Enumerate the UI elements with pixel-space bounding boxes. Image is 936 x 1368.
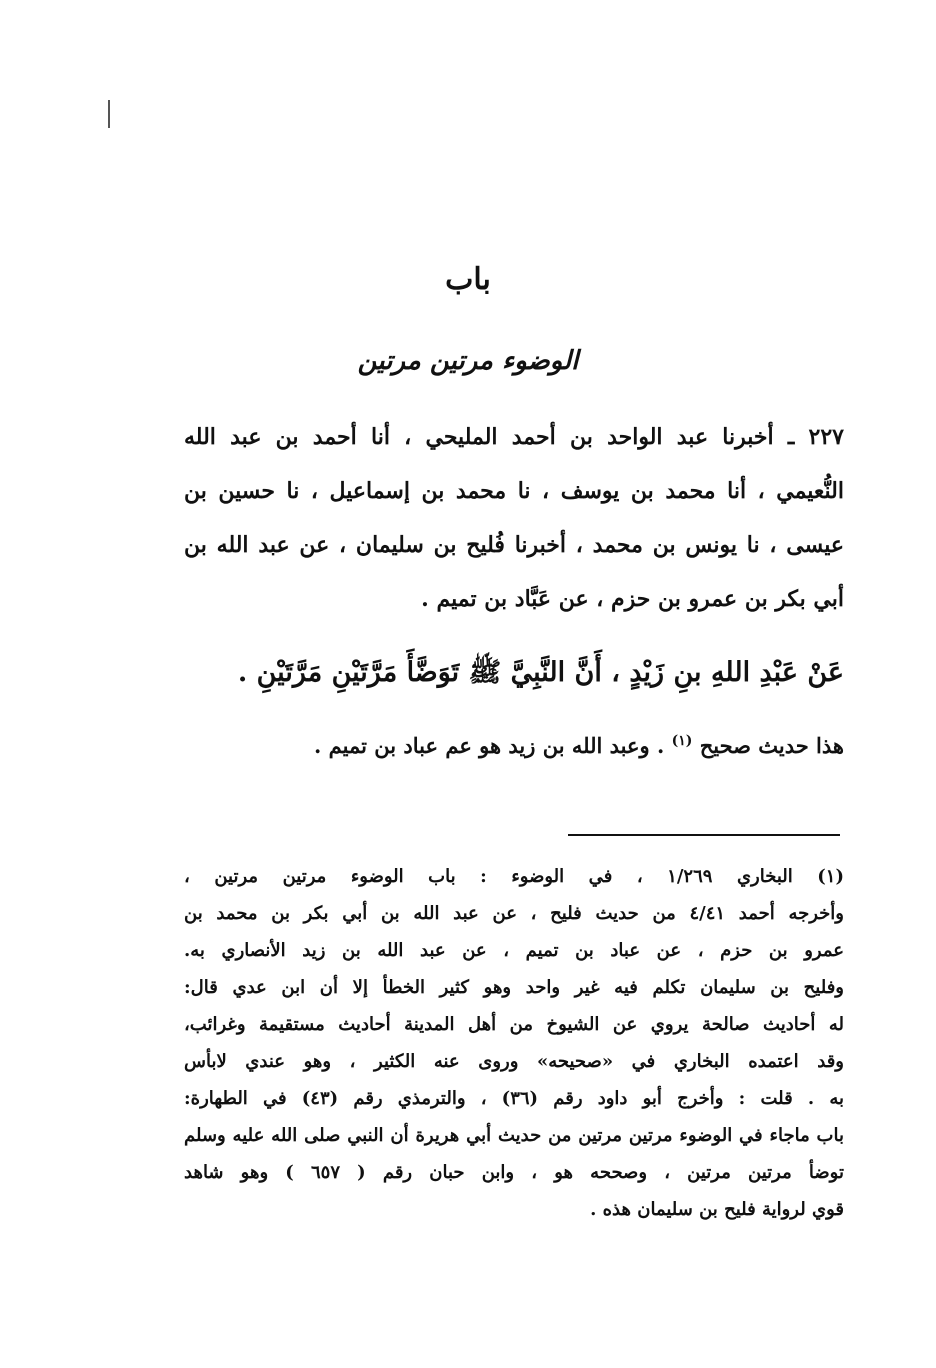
- hadith-text: عَنْ عَبْدِ اللهِ بنِ زَيْدٍ ، أَنَّ النَّبِيَّ ﷺ تَوَضَّأَ مَرَّتَيْنِ مَرَّتَيْنِ .: [237, 657, 844, 688]
- isnad-paragraph: [184, 410, 844, 626]
- grading-text: هذا حديث صحيح: [699, 733, 844, 758]
- scan-edge-mark: [108, 100, 110, 128]
- footnote-line: باب ماجاء في الوضوء مرتين مرتين من حديث أبي هريرة أن النبي صلى الله عليه وسلم: [184, 1125, 844, 1146]
- footnote-line: (١) البخاري ١/٢٦٩ ، في الوضوء : باب الوضوء مرتين مرتين ،: [184, 866, 844, 887]
- chapter-title: الوضوء مرتين مرتين: [357, 346, 579, 376]
- footnote-line: له أحاديث صالحة يروي عن الشيوخ من أهل المدينة أحاديث مستقيمة وغرائب،: [184, 1014, 844, 1035]
- hadith-grading: [184, 716, 844, 766]
- footnote-line: به . قلت : وأخرج أبو داود رقم (٣٦) ، والترمذي رقم (٤٣) في الطهارة:: [184, 1088, 844, 1109]
- footnote-line: عمرو بن حزم ، عن عباد بن تميم ، عن عبد الله بن زيد الأنصاري به.: [184, 940, 844, 961]
- isnad-line: النُّعيمي ، أنا محمد بن يوسف ، نا محمد بن إسماعيل ، نا حسين بن: [184, 478, 844, 504]
- grading-remark: . وعبد الله بن زيد هو عم عباد بن تميم .: [314, 733, 665, 758]
- footnote-line: وقد اعتمده البخاري في «صحيحه» وروى عنه الكثير ، وهو عندي لابأس: [184, 1051, 844, 1072]
- footnote-reference: (١): [671, 733, 693, 749]
- chapter-mark: باب: [445, 262, 491, 297]
- isnad-line: ٢٢٧ ـ أخبرنا عبد الواحد بن أحمد المليحي ، أنا أحمد بن عبد الله: [184, 424, 844, 450]
- footnote-line: قوي لرواية فليح بن سليمان هذه .: [590, 1199, 844, 1220]
- footnote-line: وأخرجه أحمد ٤/٤١ من حديث فليح ، عن عبد الله بن أبي بكر بن محمد بن: [184, 903, 844, 924]
- footnote-separator: [568, 834, 840, 836]
- footnote-line: توضأ مرتين مرتين ، وصححه هو ، وابن حبان رقم ( ٦٥٧ ) وهو شاهد: [184, 1162, 844, 1183]
- isnad-line: أبي بكر بن عمرو بن حزم ، عن عَبَّاد بن تميم .: [421, 586, 844, 612]
- footnotes: [184, 858, 844, 1228]
- footnote-line: وفليح بن سليمان تكلم فيه غير واحد وهو كثير الخطأ إلا أن ابن عدي قال:: [184, 977, 844, 998]
- isnad-line: عيسى ، نا يونس بن محمد ، أخبرنا فُليح بن سليمان ، عن عبد الله بن: [184, 532, 844, 558]
